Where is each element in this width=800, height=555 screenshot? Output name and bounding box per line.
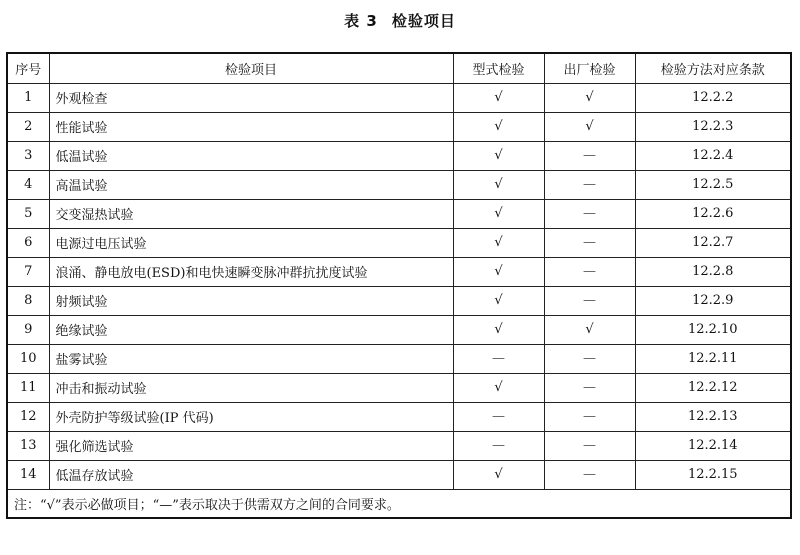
row-type-test-mark: √: [453, 315, 544, 344]
row-item-name: 性能试验: [49, 112, 453, 141]
row-number: 5: [7, 199, 49, 228]
row-item-name: 外观检查: [49, 83, 453, 112]
note-row: [7, 489, 791, 518]
row-clause: 12.2.9: [635, 286, 791, 315]
table-row: [7, 402, 791, 431]
row-number: 11: [7, 373, 49, 402]
row-exwork-test-mark: —: [544, 373, 635, 402]
table-row: [7, 460, 791, 489]
row-exwork-test-mark: —: [544, 228, 635, 257]
row-clause: 12.2.11: [635, 344, 791, 373]
row-type-test-mark: √: [453, 373, 544, 402]
table-row: [7, 83, 791, 112]
row-item-name: 冲击和振动试验: [49, 373, 453, 402]
row-clause: 12.2.13: [635, 402, 791, 431]
table-row: [7, 228, 791, 257]
table-row: [7, 315, 791, 344]
table-row: [7, 431, 791, 460]
row-exwork-test-mark: —: [544, 431, 635, 460]
row-exwork-test-mark: —: [544, 170, 635, 199]
table-row: [7, 257, 791, 286]
row-type-test-mark: √: [453, 228, 544, 257]
row-clause: 12.2.12: [635, 373, 791, 402]
row-type-test-mark: √: [453, 257, 544, 286]
row-exwork-test-mark: —: [544, 141, 635, 170]
row-item-name: 射频试验: [49, 286, 453, 315]
row-clause: 12.2.10: [635, 315, 791, 344]
inspection-items-table: [6, 52, 792, 519]
table-row: [7, 373, 791, 402]
row-number: 10: [7, 344, 49, 373]
row-item-name: 高温试验: [49, 170, 453, 199]
header-clause: 检验方法对应条款: [635, 53, 791, 83]
table-number: 表 3: [344, 12, 378, 30]
row-item-name: 外壳防护等级试验(IP 代码): [49, 402, 453, 431]
row-clause: 12.2.15: [635, 460, 791, 489]
header-no: 序号: [7, 53, 49, 83]
row-exwork-test-mark: —: [544, 344, 635, 373]
row-clause: 12.2.3: [635, 112, 791, 141]
row-item-name: 低温存放试验: [49, 460, 453, 489]
row-type-test-mark: —: [453, 344, 544, 373]
row-number: 3: [7, 141, 49, 170]
table-row: [7, 112, 791, 141]
table-row: [7, 199, 791, 228]
row-number: 1: [7, 83, 49, 112]
row-exwork-test-mark: —: [544, 460, 635, 489]
row-exwork-test-mark: —: [544, 286, 635, 315]
row-item-name: 浪涌、静电放电(ESD)和电快速瞬变脉冲群抗扰度试验: [49, 257, 453, 286]
row-exwork-test-mark: √: [544, 112, 635, 141]
row-number: 13: [7, 431, 49, 460]
row-type-test-mark: √: [453, 112, 544, 141]
row-type-test-mark: √: [453, 286, 544, 315]
row-item-name: 盐雾试验: [49, 344, 453, 373]
row-type-test-mark: √: [453, 460, 544, 489]
row-type-test-mark: —: [453, 402, 544, 431]
row-number: 9: [7, 315, 49, 344]
table-note: 注：“√”表示必做项目；“—”表示取决于供需双方之间的合同要求。: [7, 489, 791, 518]
row-clause: 12.2.6: [635, 199, 791, 228]
row-number: 4: [7, 170, 49, 199]
header-item: 检验项目: [49, 53, 453, 83]
row-item-name: 绝缘试验: [49, 315, 453, 344]
row-item-name: 电源过电压试验: [49, 228, 453, 257]
row-exwork-test-mark: —: [544, 402, 635, 431]
row-item-name: 低温试验: [49, 141, 453, 170]
table-row: [7, 344, 791, 373]
header-exwork-test: 出厂检验: [544, 53, 635, 83]
row-clause: 12.2.5: [635, 170, 791, 199]
header-type-test: 型式检验: [453, 53, 544, 83]
row-clause: 12.2.7: [635, 228, 791, 257]
row-type-test-mark: √: [453, 199, 544, 228]
table-title: [0, 10, 800, 31]
row-clause: 12.2.14: [635, 431, 791, 460]
row-exwork-test-mark: —: [544, 199, 635, 228]
table-row: [7, 286, 791, 315]
table-header-row: [7, 53, 791, 83]
row-number: 6: [7, 228, 49, 257]
row-clause: 12.2.2: [635, 83, 791, 112]
table-row: [7, 170, 791, 199]
table-caption: 检验项目: [391, 12, 456, 30]
row-exwork-test-mark: —: [544, 257, 635, 286]
row-type-test-mark: —: [453, 431, 544, 460]
row-type-test-mark: √: [453, 141, 544, 170]
row-number: 14: [7, 460, 49, 489]
row-exwork-test-mark: √: [544, 315, 635, 344]
row-item-name: 强化筛选试验: [49, 431, 453, 460]
row-number: 8: [7, 286, 49, 315]
table-row: [7, 141, 791, 170]
row-item-name: 交变湿热试验: [49, 199, 453, 228]
row-exwork-test-mark: √: [544, 83, 635, 112]
row-number: 2: [7, 112, 49, 141]
row-type-test-mark: √: [453, 83, 544, 112]
row-number: 7: [7, 257, 49, 286]
row-number: 12: [7, 402, 49, 431]
row-clause: 12.2.4: [635, 141, 791, 170]
row-clause: 12.2.8: [635, 257, 791, 286]
row-type-test-mark: √: [453, 170, 544, 199]
